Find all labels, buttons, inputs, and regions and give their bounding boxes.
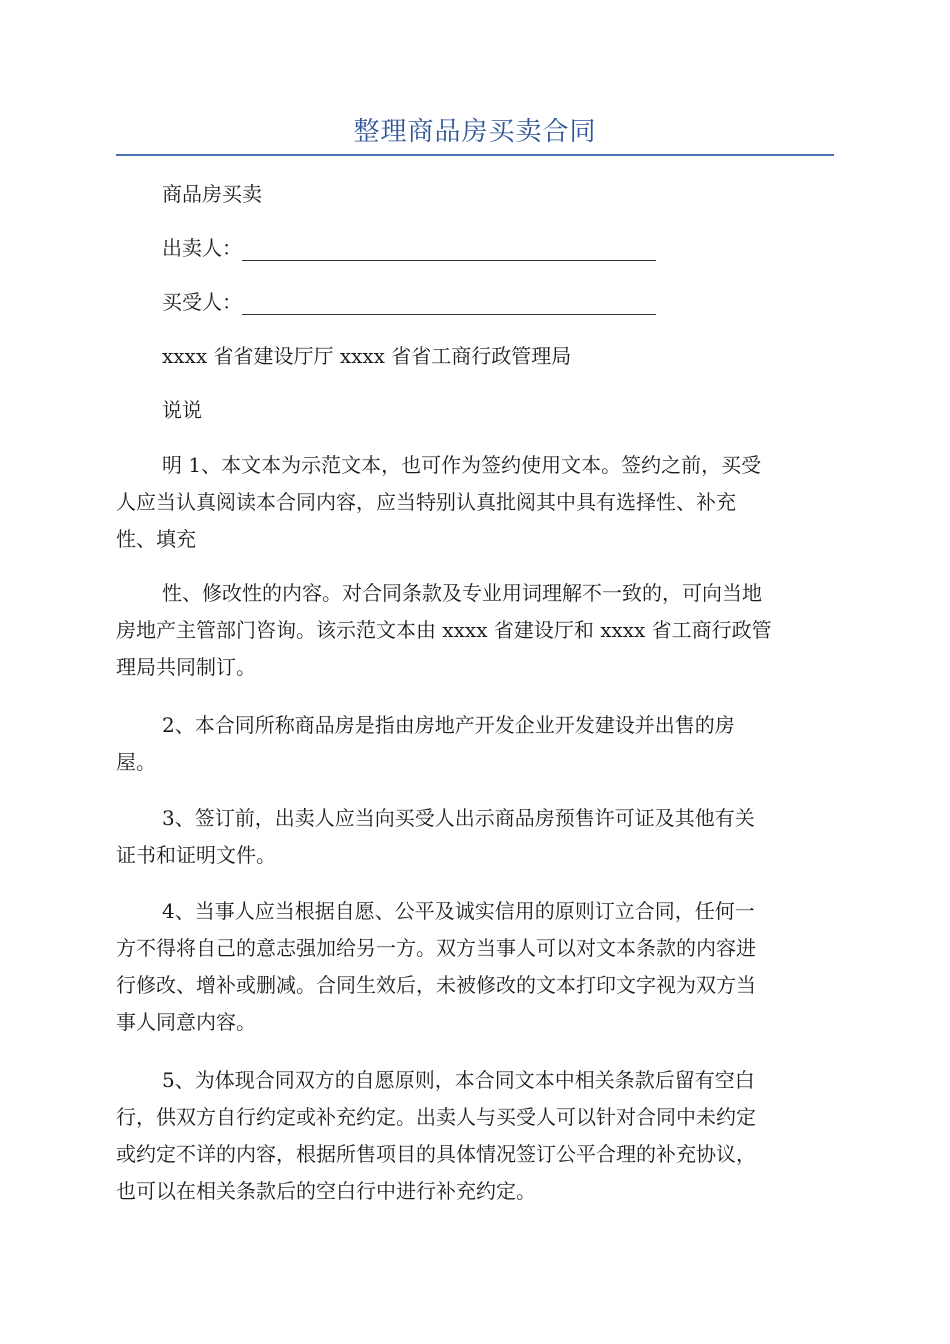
paragraph-line: 屋。 [116, 750, 156, 774]
paragraph-line: 人应当认真阅读本合同内容，应当特别认真批阅其中具有选择性、补充 [116, 490, 736, 514]
buyer-label: 买受人： [162, 290, 242, 314]
paragraph-line: 行修改、增补或删减。合同生效后，未被修改的文本打印文字视为双方当 [116, 973, 756, 997]
paragraph-line: 也可以在相关条款后的空白行中进行补充约定。 [116, 1179, 536, 1203]
paragraph-line: 房地产主管部门咨询。该示范文本由 xxxx 省建设厅和 xxxx 省工商行政管 [116, 618, 772, 642]
buyer-blank [242, 292, 656, 315]
document-title: 整理商品房买卖合同 [353, 117, 597, 147]
paragraph-line: 事人同意内容。 [116, 1010, 256, 1034]
paragraph-line: 3、签订前，出卖人应当向买受人出示商品房预售许可证及其他有关 [162, 806, 755, 830]
paragraph-line: 或约定不详的内容，根据所售项目的具体情况签订公平合理的补充协议， [116, 1142, 756, 1166]
paragraph-line: 行，供双方自行约定或补充约定。出卖人与买受人可以针对合同中未约定 [116, 1105, 756, 1129]
buyer-line [162, 284, 656, 321]
paragraph-line: 2、本合同所称商品房是指由房地产开发企业开发建设并出售的房 [162, 713, 735, 737]
paragraph-line: 证书和证明文件。 [116, 843, 276, 867]
paragraph-line: 理局共同制订。 [116, 655, 256, 679]
paragraph-line: 5、为体现合同双方的自愿原则，本合同文本中相关条款后留有空白 [162, 1068, 755, 1092]
title-underline [116, 154, 834, 156]
notes-heading: 说说 [162, 398, 202, 422]
paragraph-line: 4、当事人应当根据自愿、公平及诚实信用的原则订立合同，任何一 [162, 899, 755, 923]
seller-line [162, 230, 656, 267]
issuers-line: xxxx 省省建设厅厅 xxxx 省省工商行政管理局 [162, 344, 572, 368]
heading-line: 商品房买卖 [162, 182, 262, 206]
seller-blank [242, 238, 656, 261]
seller-label: 出卖人： [162, 236, 242, 260]
paragraph-line: 性、填充 [116, 527, 196, 551]
paragraph-line: 方不得将自己的意志强加给另一方。双方当事人可以对文本条款的内容进 [116, 936, 756, 960]
paragraph-line: 性、修改性的内容。对合同条款及专业用词理解不一致的，可向当地 [162, 581, 762, 605]
paragraph-line: 明 1、本文本为示范文本，也可作为签约使用文本。签约之前，买受 [162, 453, 762, 477]
